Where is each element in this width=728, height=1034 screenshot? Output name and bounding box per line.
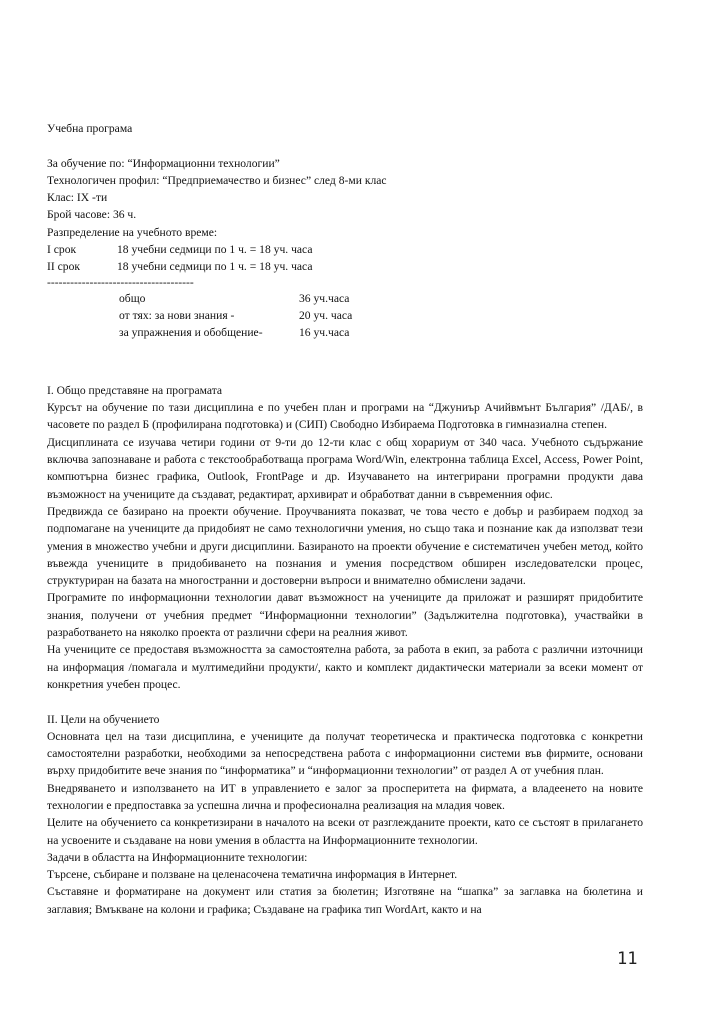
term-text: 18 учебни седмици по 1 ч. = 18 уч. часа: [117, 243, 313, 257]
hours-label: за упражнения и обобщение-: [119, 326, 263, 340]
term-row: [47, 258, 643, 275]
term-label: II срок: [47, 260, 80, 274]
paragraph: Основната цел на тази дисциплина, е учениците да получат теоретическа и практическа подготовка с конкретни самостоятелни разработки, необходими за непосредствена работа с информационни системи във фирмите, основани върху придобитите вече знания по “информатика” и “информационни технологии” от раздел А от учебния план.: [47, 729, 643, 778]
paragraph: Курсът на обучение по тази дисциплина е по учебен план и програми на “Джуниър Ачийвмънт България” /ДАБ/, в часовете по раздел Б (профилирана подготовка) и (СИП) Свободно Избираема Подготовка в гимназиална степен.: [47, 401, 643, 432]
paragraph: Задачи в областта на Информационните технологии:: [47, 850, 308, 864]
header-line-class: Клас: IX -ти: [47, 191, 108, 205]
paragraph: Съставяне и форматиране на документ или статия за бюлетин; Изготвяне на “шапка” за заглавка на бюлетина и заглавия; Вмъкване на колони и графика; Създаване на графика тип WordArt, както и на: [47, 885, 643, 916]
hours-value: 36 уч.часа: [299, 291, 350, 305]
paragraph: Търсене, събиране и ползване на целенасочена тематична информация в Интернет.: [47, 868, 458, 882]
paragraph: На учениците се предоставя възможността за самостоятелна работа, за работа в екип, за работа с различни източници на информация /помагала и мултимедийни продукти/, както и комплект дидактически материали за всеки момент от конкретния учебен процес.: [47, 643, 643, 691]
section-heading: II. Цели на обучението: [47, 712, 160, 726]
document-page: [47, 120, 643, 918]
hours-label: общо: [119, 291, 146, 305]
paragraph: Внедряването и използването на ИТ в управлението е залог за просперитета на фирмата, а владеенето на новите технологии е предпоставка за успешна лична и професионална реализация на младия човек.: [47, 781, 643, 812]
term-row: [47, 241, 643, 258]
paragraph: Дисциплината се изучава четири години от 9-ти до 12-ти клас с общ хорариум от 340 часа. Учебното съдържание включва запознаване и работа с текстообработваща програма Word/Win, електронна таблица Excel, Access, Power Point, компютърна бизнес графика, Outlook, FrontPage и др. Изучаването на интегрирани програмни продукти дава възможност на учениците да създават, редактират, архивират и обработват данни в съвременния офис.: [47, 435, 643, 501]
term-text: 18 учебни седмици по 1 ч. = 18 уч. часа: [117, 260, 313, 274]
term-label: I срок: [47, 243, 77, 257]
section-heading: I. Общо представяне на програмата: [47, 383, 223, 397]
hours-label: от тях: за нови знания -: [119, 308, 235, 322]
header-line-subject: За обучение по: “Информационни технологии”: [47, 156, 280, 170]
document-title: Учебна програма: [47, 122, 133, 135]
header-line-distribution: Разпределение на учебното време:: [47, 225, 218, 239]
header-line-hours: Брой часове: 36 ч.: [47, 208, 137, 222]
hours-row: [47, 290, 643, 307]
hours-value: 20 уч. часа: [299, 308, 353, 322]
hours-row: [47, 307, 643, 324]
paragraph: Целите на обучението са конкретизирани в началото на всеки от разглежданите проекти, като се състоят в прилагането на усвоените и създаване на нови умения в областта на Информационните технологии.: [47, 816, 643, 847]
header-line-profile: Технологичен профил: “Предприемачество и бизнес” след 8-ми клас: [47, 173, 387, 187]
page-number: 11: [617, 949, 638, 969]
hours-value: 16 уч.часа: [299, 326, 350, 340]
hours-row: [47, 324, 643, 341]
divider: --------------------------------------: [47, 275, 194, 289]
paragraph: Програмите по информационни технологии дават възможност на учениците да приложат и разширят придобитите знания, получени от учебния предмет “Информационни технологии” (Задължителна подготовка), участвайки в разработването на няколко проекта от различни сфери на реалния живот.: [47, 591, 643, 640]
paragraph: Предвижда се базирано на проекти обучение. Проучванията показват, че това често е добър и разбираем подход за подпомагане на учениците да придобият не само технологични умения, но също така и познание как да използват тези умения в множество учебни и други дисциплини. Базираното на проекти обучение е систематичен учебен метод, който въвежда учениците в придобиването на познания и умения посредством обширен изследователски процес, структуриран на базата на многостранни и достоверни въпроси и внимателно обмислени задачи.: [47, 504, 643, 588]
